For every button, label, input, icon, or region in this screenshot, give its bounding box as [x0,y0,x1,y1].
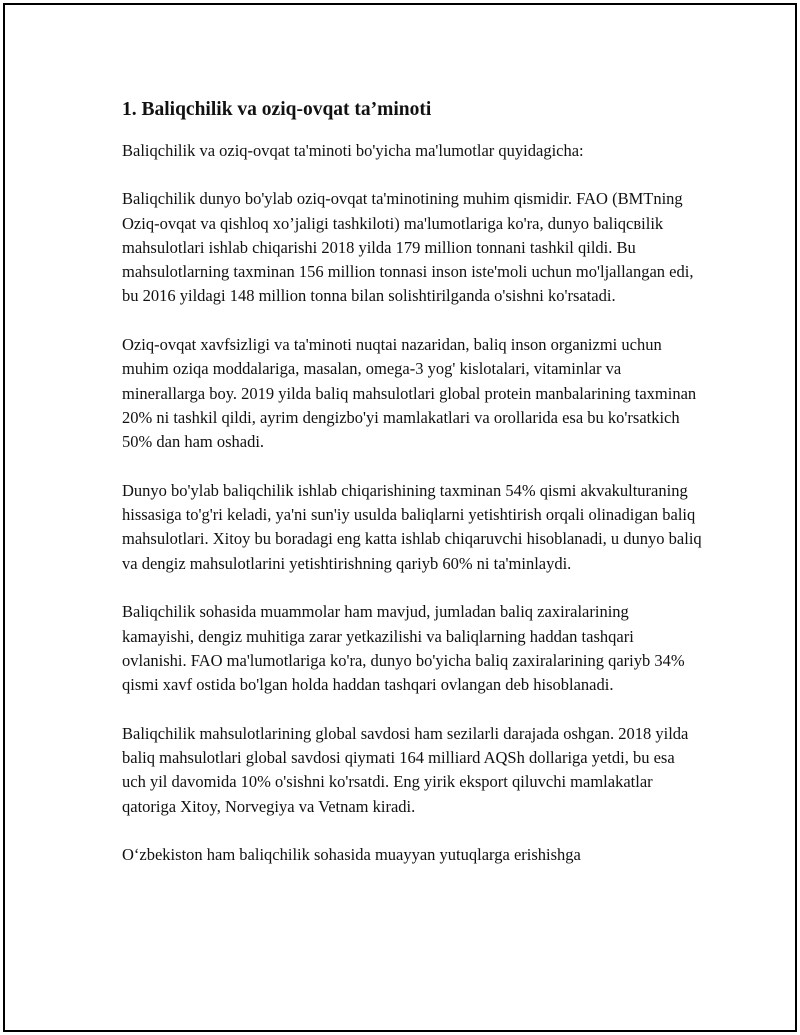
paragraph-food-security: Oziq-ovqat xavfsizligi va ta'minoti nuqtai nazaridan, baliq inson organizmi uchun muhim oziqa moddalariga, masalan, omega-3 yog' kislotalari, vitaminlar va minerallarga boy. 2019 yilda baliq mahsulotlari global protein manbalarining taxminan 20% ni tashkil qildi, ayrim dengizbo'yi mamlakatlari va orollarida esa bu ko'rsatkich 50% dan ham oshadi. [122,335,697,452]
intro-paragraph: Baliqchilik va oziq-ovqat ta'minoti bo'yicha ma'lumotlar quyidagicha: [122,141,584,160]
paragraph-production: Baliqchilik dunyo bo'ylab oziq-ovqat ta'minotining muhim qismidir. FAO (BMTning Oziq-ovqat va qishloq xo’jaligi tashkiloti) ma'lumotlariga ko'ra, dunyo baliqсвilik mahsulotlari ishlab chiqarishi 2018 yilda 179 million tonnani tashkil qildi. Bu mahsulotlarning taxminan 156 million tonnasi inson iste'moli uchun mo'ljallangan edi, bu 2016 yildagi 148 million tonna bilan solishtirilganda o'sishni ko'rsatadi. [122,189,694,306]
section-heading: 1. Baliqchilik va oziq-ovqat ta’minoti [122,99,432,120]
paragraph-trade: Baliqchilik mahsulotlarining global savdosi ham sezilarli darajada oshgan. 2018 yilda baliq mahsulotlari global savdosi qiymati 164 milliard AQSh dollariga yetdi, bu esa uch yil davomida 10% o'sishni ko'rsatdi. Eng yirik eksport qiluvchi mamlakatlar qatoriga Xitoy, Norvegiya va Vetnam kiradi. [122,723,689,816]
paragraph-uzbekistan: O‘zbekiston ham baliqchilik sohasida muayyan yutuqlarga erishishga [122,845,581,865]
document-body [122,95,702,892]
paragraph-problems: Baliqchilik sohasida muammolar ham mavjud, jumladan baliq zaxiralarining kamayishi, dengiz muhitiga zarar yetkazilishi va baliqlarning haddan tashqari ovlanishi. FAO ma'lumotlariga ko'ra, dunyo bo'yicha baliq zaxiralarining qariyb 34% qismi xavf ostida bo'lgan holda haddan tashqari ovlangan deb hisoblanadi. [122,602,685,695]
paragraph-aquaculture: Dunyo bo'ylab baliqchilik ishlab chiqarishining taxminan 54% qismi akvakulturaning hissasiga to'g'ri keladi, ya'ni sun'iy usulda baliqlarni yetishtirish orqali olinadigan baliq mahsulotlari. Xitoy bu boradagi eng katta ishlab chiqaruvchi hisoblanadi, u dunyo baliq va dengiz mahsulotlarini yetishtirishning qariyb 60% ni ta'minlaydi. [122,480,702,573]
page-frame [3,3,797,1032]
